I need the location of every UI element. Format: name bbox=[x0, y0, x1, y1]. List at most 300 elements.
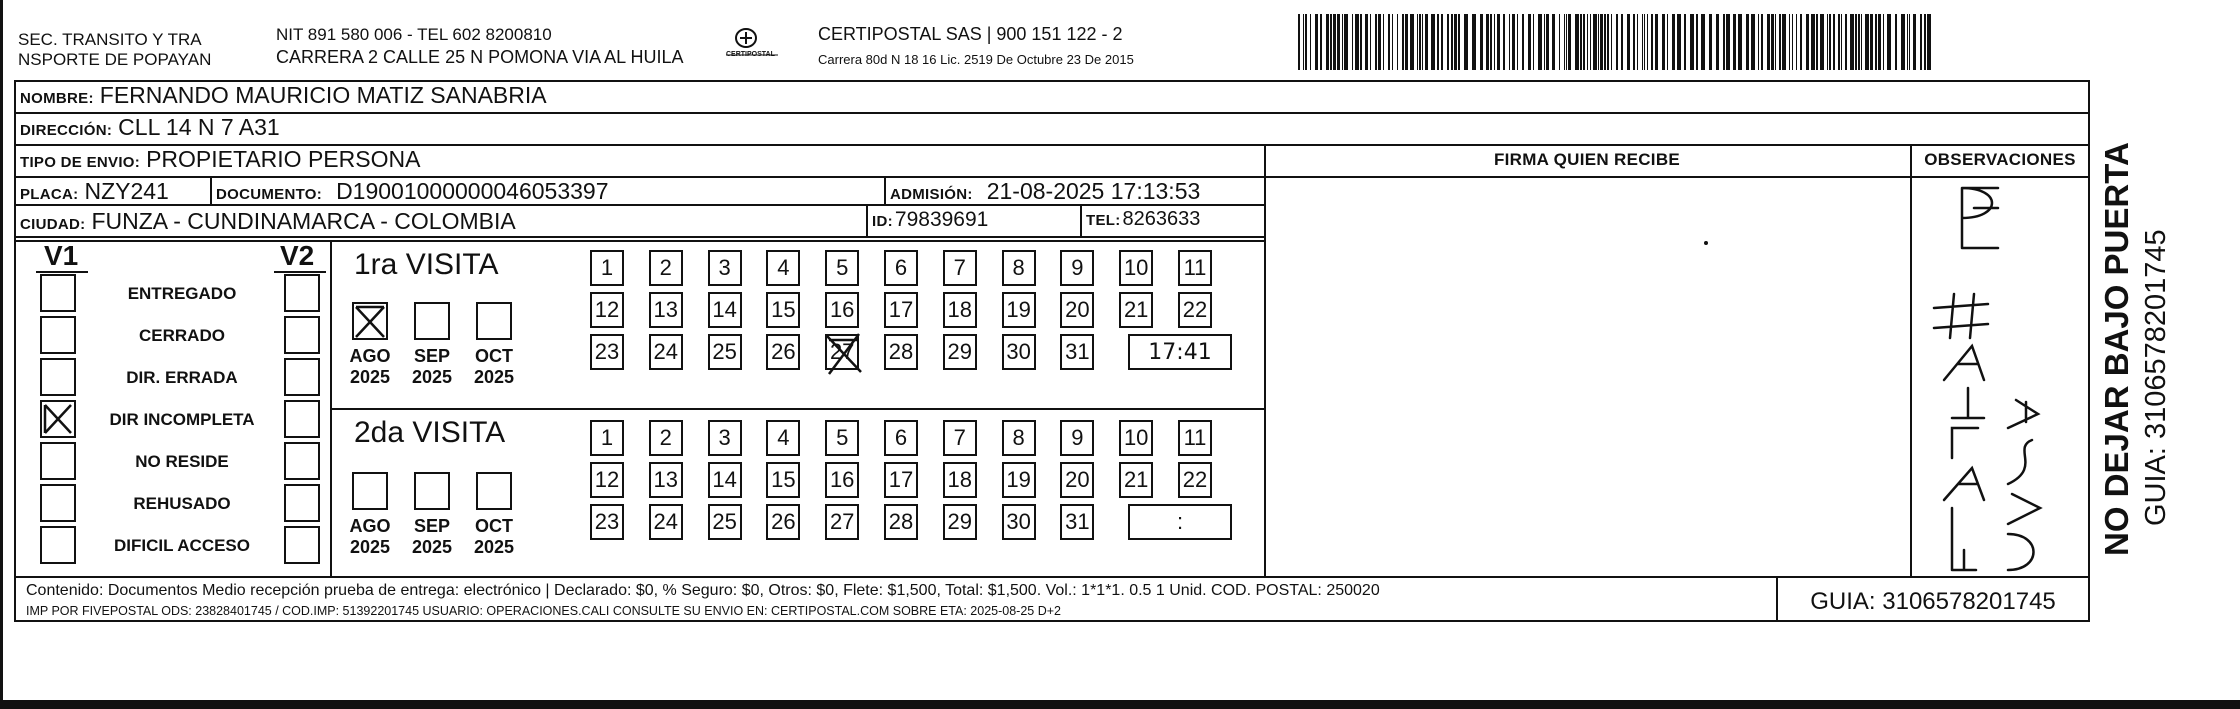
visit1-day-box[interactable] bbox=[884, 334, 918, 370]
visit1-title: 1ra VISITA bbox=[354, 248, 499, 281]
day-number: 13 bbox=[653, 297, 679, 322]
barcode-bar bbox=[1593, 14, 1597, 70]
visit2-day-box[interactable] bbox=[708, 420, 742, 456]
tipo-envio-value: PROPIETARIO PERSONA bbox=[146, 146, 421, 172]
visit1-day-box[interactable] bbox=[1119, 250, 1153, 286]
barcode-bar bbox=[1365, 14, 1368, 70]
barcode-bar bbox=[1546, 14, 1549, 70]
barcode-bar bbox=[1337, 14, 1340, 70]
nombre-value: FERNANDO MAURICIO MATIZ SANABRIA bbox=[99, 82, 547, 108]
x-mark-icon bbox=[354, 304, 386, 338]
barcode-bar bbox=[1564, 14, 1565, 70]
v2-checkbox[interactable] bbox=[284, 526, 320, 564]
barcode-bar bbox=[1920, 14, 1922, 70]
barcode-bar bbox=[1344, 14, 1348, 70]
visit2-day-box[interactable] bbox=[649, 462, 683, 498]
visit2-month-label bbox=[342, 516, 398, 558]
visit1-month-checkbox[interactable] bbox=[414, 302, 450, 340]
visit1-day-box[interactable] bbox=[708, 250, 742, 286]
day-number: 16 bbox=[829, 297, 855, 322]
day-number: 28 bbox=[888, 339, 914, 364]
day-number: 12 bbox=[594, 297, 620, 322]
observaciones-text bbox=[1912, 178, 1920, 179]
day-number: 26 bbox=[771, 509, 796, 534]
barcode-bar bbox=[1575, 14, 1579, 70]
tel-field bbox=[1086, 208, 1200, 231]
visit1-day-box[interactable] bbox=[1060, 250, 1094, 286]
month-name: SEP bbox=[413, 516, 451, 536]
barcode-bar bbox=[1796, 14, 1797, 70]
barcode-bar bbox=[1887, 14, 1891, 70]
barcode-bar bbox=[1378, 14, 1381, 70]
day-number: 21 bbox=[1123, 467, 1149, 492]
visit1-day-box[interactable] bbox=[884, 292, 918, 328]
barcode-bar bbox=[1633, 14, 1635, 70]
day-number: 23 bbox=[594, 339, 620, 364]
day-number: 14 bbox=[712, 467, 737, 492]
visit1-day-box[interactable] bbox=[590, 334, 624, 370]
day-number: 24 bbox=[653, 509, 679, 534]
sender-name-line2: NSPORTE DE POPAYAN bbox=[18, 50, 212, 69]
tipo-envio-field bbox=[20, 146, 420, 173]
day-number: 15 bbox=[771, 467, 796, 492]
day-number: 1 bbox=[600, 255, 614, 280]
barcode-bar bbox=[1655, 14, 1658, 70]
footer-contenido: Contenido: Documentos Medio recepción prueba de entrega: electrónico | Declarado: $0, % Seguro: $0, Otros: $0, Flete: $1,500, Total: $1,500. Vol.: 1*1*1. 0.5 1 Unid. COD. POSTAL: 250020 bbox=[26, 582, 1380, 599]
visit1-day-box[interactable] bbox=[943, 292, 977, 328]
visit2-month-label bbox=[466, 516, 522, 558]
visit2-day-box[interactable] bbox=[766, 420, 800, 456]
barcode-bar bbox=[1375, 14, 1377, 70]
barcode-bar bbox=[1352, 14, 1353, 70]
nombre-field bbox=[20, 82, 547, 109]
day-number: 2 bbox=[659, 255, 672, 280]
day-number: 25 bbox=[712, 509, 737, 534]
v1-checkbox[interactable] bbox=[40, 358, 76, 396]
v2-checkbox[interactable] bbox=[284, 358, 320, 396]
time-value: 17:41 bbox=[1148, 339, 1212, 365]
visit2-day-box[interactable] bbox=[1119, 462, 1153, 498]
visit1-day-box[interactable] bbox=[766, 334, 800, 370]
day-number: 5 bbox=[836, 255, 849, 280]
day-number: 5 bbox=[836, 425, 849, 450]
status-label: DIR INCOMPLETA bbox=[109, 410, 255, 429]
day-number: 24 bbox=[653, 339, 679, 364]
barcode-bar bbox=[1600, 14, 1603, 70]
month-name: AGO bbox=[349, 516, 391, 536]
visit1-month-checkbox[interactable] bbox=[476, 302, 512, 340]
day-number: 21 bbox=[1123, 297, 1149, 322]
day-number: 10 bbox=[1123, 255, 1149, 280]
barcode-bar bbox=[1538, 14, 1542, 70]
visit2-day-box[interactable] bbox=[590, 420, 624, 456]
visit1-day-box[interactable] bbox=[1002, 250, 1036, 286]
visit2-day-box[interactable] bbox=[825, 504, 859, 540]
day-number: 27 bbox=[829, 509, 855, 534]
observaciones-label: OBSERVACIONES bbox=[1924, 150, 2076, 169]
month-year: 2025 bbox=[349, 537, 391, 557]
day-number: 20 bbox=[1065, 297, 1090, 322]
visit1-day-box[interactable] bbox=[1002, 334, 1036, 370]
visit2-day-box[interactable] bbox=[943, 462, 977, 498]
barcode-bar bbox=[1417, 14, 1418, 70]
day-number: 17 bbox=[888, 467, 914, 492]
barcode-bar bbox=[1392, 14, 1393, 70]
day-number: 7 bbox=[953, 425, 966, 450]
signature-area bbox=[1266, 176, 1908, 574]
status-label: ENTREGADO bbox=[127, 284, 237, 303]
v1-checkbox[interactable] bbox=[40, 400, 76, 438]
visit1-day-box[interactable] bbox=[590, 292, 624, 328]
nombre-label: NOMBRE: bbox=[20, 90, 94, 107]
day-number: 16 bbox=[829, 467, 855, 492]
status-label: DIFICIL ACCESO bbox=[113, 536, 250, 555]
visit1-day-box[interactable] bbox=[1178, 292, 1212, 328]
visit1-month-label bbox=[466, 346, 522, 388]
month-year: 2025 bbox=[473, 367, 515, 387]
day-number: 7 bbox=[953, 255, 966, 280]
barcode-bar bbox=[1870, 14, 1873, 70]
side-warning: NO DEJAR BAJO PUERTA bbox=[2098, 142, 2135, 556]
barcode bbox=[1298, 14, 1938, 70]
barcode-bar bbox=[1342, 14, 1343, 70]
placa-value: NZY241 bbox=[84, 178, 169, 204]
visit1-day-box[interactable] bbox=[708, 292, 742, 328]
barcode-bar bbox=[1590, 14, 1591, 70]
day-number: 6 bbox=[894, 425, 908, 450]
barcode-bar bbox=[1388, 14, 1390, 70]
barcode-bar bbox=[1522, 14, 1524, 70]
visit1-month-label bbox=[342, 346, 398, 388]
barcode-bar bbox=[1907, 14, 1908, 70]
visit2-day-box[interactable] bbox=[708, 504, 742, 540]
barcode-bar bbox=[1587, 14, 1588, 70]
day-number: 1 bbox=[600, 425, 614, 450]
barcode-bar bbox=[1441, 14, 1443, 70]
visit1-day-box[interactable] bbox=[1178, 250, 1212, 286]
visit2-day-box[interactable] bbox=[649, 504, 683, 540]
documento-field bbox=[216, 178, 609, 205]
visit1-day-box[interactable] bbox=[766, 250, 800, 286]
barcode-bar bbox=[1310, 14, 1311, 70]
day-number: 30 bbox=[1006, 509, 1031, 534]
barcode-bar bbox=[1383, 14, 1384, 70]
barcode-bar bbox=[1827, 14, 1828, 70]
barcode-bar bbox=[1865, 14, 1869, 70]
v2-checkbox[interactable] bbox=[284, 274, 320, 312]
barcode-bar bbox=[1616, 14, 1618, 70]
barcode-bar bbox=[1723, 14, 1725, 70]
day-number: 8 bbox=[1012, 425, 1025, 450]
day-number: 8 bbox=[1012, 255, 1025, 280]
barcode-bar bbox=[1637, 14, 1638, 70]
barcode-bar bbox=[1517, 14, 1518, 70]
visit1-day-box[interactable] bbox=[825, 250, 859, 286]
visit2-day-box[interactable] bbox=[943, 420, 977, 456]
day-number: 2 bbox=[659, 425, 672, 450]
barcode-bar bbox=[1775, 14, 1776, 70]
placa-label: PLACA: bbox=[20, 186, 79, 203]
barcode-bar bbox=[1927, 14, 1931, 70]
visit2-month-label bbox=[404, 516, 460, 558]
visit2-day-box[interactable] bbox=[1178, 420, 1212, 456]
barcode-bar bbox=[1397, 14, 1398, 70]
barcode-bar bbox=[1627, 14, 1630, 70]
month-year: 2025 bbox=[473, 537, 515, 557]
barcode-bar bbox=[1838, 14, 1840, 70]
barcode-bar bbox=[1419, 14, 1421, 70]
day-number: 31 bbox=[1065, 509, 1090, 534]
visit1-day-box[interactable] bbox=[1060, 334, 1094, 370]
barcode-bar bbox=[1458, 14, 1460, 70]
admision-value: 21-08-2025 17:13:53 bbox=[986, 178, 1201, 204]
barcode-bar bbox=[1451, 14, 1453, 70]
sender-address: CARRERA 2 CALLE 25 N POMONA VIA AL HUILA bbox=[276, 47, 684, 67]
documento-label: DOCUMENTO: bbox=[216, 186, 323, 203]
day-number: 3 bbox=[718, 255, 731, 280]
barcode-bar bbox=[1820, 14, 1824, 70]
day-number: 9 bbox=[1071, 425, 1084, 450]
footer-guia: GUIA: 3106578201745 bbox=[1810, 588, 2056, 615]
barcode-bar bbox=[1480, 14, 1483, 70]
visit2-day-box[interactable] bbox=[884, 504, 918, 540]
v2-checkbox[interactable] bbox=[284, 484, 320, 522]
visit1-day-box[interactable] bbox=[590, 250, 624, 286]
barcode-bar bbox=[1512, 14, 1515, 70]
barcode-bar bbox=[1909, 14, 1910, 70]
visit1-day-box[interactable] bbox=[649, 250, 683, 286]
barcode-bar bbox=[1568, 14, 1571, 70]
barcode-bar bbox=[1913, 14, 1916, 70]
admision-label: ADMISIÓN: bbox=[890, 186, 973, 203]
visit2-day-box[interactable] bbox=[649, 420, 683, 456]
ciudad-value: FUNZA - CUNDINAMARCA - COLOMBIA bbox=[91, 208, 516, 234]
barcode-bar bbox=[1402, 14, 1404, 70]
barcode-bar bbox=[1758, 14, 1759, 70]
day-number: 19 bbox=[1006, 297, 1031, 322]
v2-underline bbox=[274, 271, 326, 273]
visit2-day-box[interactable] bbox=[943, 504, 977, 540]
status-label: DIR. ERRADA bbox=[126, 368, 238, 387]
visit2-day-box[interactable] bbox=[825, 462, 859, 498]
day-number: 22 bbox=[1182, 297, 1208, 322]
visit2-day-box[interactable] bbox=[1060, 504, 1094, 540]
barcode-bar bbox=[1751, 14, 1755, 70]
barcode-bar bbox=[1746, 14, 1749, 70]
barcode-bar bbox=[1326, 14, 1329, 70]
ciudad-label: CIUDAD: bbox=[20, 216, 86, 233]
day-number: 23 bbox=[594, 509, 620, 534]
barcode-bar bbox=[1901, 14, 1905, 70]
barcode-bar bbox=[1298, 14, 1300, 70]
day-number: 19 bbox=[1006, 467, 1031, 492]
visit1-day-box[interactable] bbox=[708, 334, 742, 370]
visit1-day-box[interactable] bbox=[1002, 292, 1036, 328]
barcode-bar bbox=[1405, 14, 1408, 70]
barcode-bar bbox=[1490, 14, 1492, 70]
visit1-day-box[interactable] bbox=[649, 334, 683, 370]
barcode-bar bbox=[1716, 14, 1719, 70]
id-label: ID: bbox=[872, 213, 893, 230]
sender-nit: NIT 891 580 006 - TEL 602 8200810 bbox=[276, 25, 552, 44]
visit2-day-box[interactable] bbox=[825, 420, 859, 456]
month-name: OCT bbox=[475, 346, 513, 366]
barcode-bar bbox=[1726, 14, 1730, 70]
barcode-bar bbox=[1303, 14, 1304, 70]
barcode-bar bbox=[1782, 14, 1786, 70]
v2-checkbox[interactable] bbox=[284, 316, 320, 354]
barcode-bar bbox=[1792, 14, 1793, 70]
barcode-bar bbox=[1497, 14, 1500, 70]
barcode-bar bbox=[1855, 14, 1857, 70]
day-number: 6 bbox=[894, 255, 908, 280]
footer-imp: IMP POR FIVEPOSTAL ODS: 23828401745 / COD.IMP: 51392201745 USUARIO: OPERACIONES.CALI CONSULTE SU ENVIO EN: CERTIPOSTAL.COM SOBRE ETA: 2025-08-25 D+2 bbox=[26, 604, 1061, 618]
barcode-bar bbox=[1583, 14, 1585, 70]
visit2-day-box[interactable] bbox=[1119, 420, 1153, 456]
visit1-day-box[interactable] bbox=[1119, 292, 1153, 328]
visit2-day-box[interactable] bbox=[1002, 420, 1036, 456]
visit2-day-box[interactable] bbox=[1002, 504, 1036, 540]
barcode-bar bbox=[1454, 14, 1457, 70]
visit2-month-checkbox[interactable] bbox=[414, 472, 450, 510]
barcode-bar bbox=[1509, 14, 1510, 70]
v2-label: V2 bbox=[280, 240, 315, 271]
barcode-bar bbox=[1464, 14, 1468, 70]
day-number: 31 bbox=[1065, 339, 1090, 364]
barcode-bar bbox=[1566, 14, 1567, 70]
barcode-bar bbox=[1598, 14, 1599, 70]
tel-value: 8263633 bbox=[1122, 208, 1201, 230]
v1-checkbox[interactable] bbox=[40, 442, 76, 480]
visit2-day-box[interactable] bbox=[590, 462, 624, 498]
barcode-bar bbox=[1841, 14, 1842, 70]
barcode-bar bbox=[1883, 14, 1884, 70]
documento-value: D19001000000046053397 bbox=[336, 178, 609, 204]
day-number: 12 bbox=[594, 467, 620, 492]
day-number: 25 bbox=[712, 339, 737, 364]
day-number: 27 bbox=[829, 339, 855, 364]
visit2-day-box[interactable] bbox=[766, 462, 800, 498]
v2-checkbox[interactable] bbox=[284, 442, 320, 480]
visit1-day-box[interactable] bbox=[943, 334, 977, 370]
barcode-bar bbox=[1644, 14, 1645, 70]
barcode-bar bbox=[1816, 14, 1818, 70]
admision-field bbox=[890, 178, 1200, 205]
visit2-day-box[interactable] bbox=[708, 462, 742, 498]
barcode-bar bbox=[1779, 14, 1781, 70]
barcode-bar bbox=[1315, 14, 1318, 70]
barcode-bar bbox=[1924, 14, 1926, 70]
visit1-month-label bbox=[404, 346, 460, 388]
day-number: 18 bbox=[947, 297, 973, 322]
visit1-day-box[interactable] bbox=[1060, 292, 1094, 328]
barcode-bar bbox=[1667, 14, 1668, 70]
time-value: : bbox=[1176, 509, 1184, 534]
side-text bbox=[2098, 96, 2208, 556]
status-label: NO RESIDE bbox=[135, 452, 229, 471]
v2-checkbox[interactable] bbox=[284, 400, 320, 438]
visit2-day-box[interactable] bbox=[766, 504, 800, 540]
visit1-day-box[interactable] bbox=[884, 250, 918, 286]
barcode-bar bbox=[1333, 14, 1336, 70]
visit1-day-box[interactable] bbox=[825, 334, 859, 370]
visit1-day-box[interactable] bbox=[649, 292, 683, 328]
visit2-day-box[interactable] bbox=[1178, 462, 1212, 498]
side-guia: GUIA: 3106578201745 bbox=[2140, 229, 2172, 526]
x-mark-icon bbox=[823, 332, 865, 376]
day-number: 29 bbox=[947, 339, 973, 364]
barcode-bar bbox=[1370, 14, 1371, 70]
v1-checkbox[interactable] bbox=[40, 316, 76, 354]
barcode-bar bbox=[1486, 14, 1489, 70]
x-mark-icon bbox=[42, 402, 74, 436]
visit2-day-box[interactable] bbox=[1060, 462, 1094, 498]
visit1-month-checkbox[interactable] bbox=[352, 302, 388, 340]
visit2-day-box[interactable] bbox=[1002, 462, 1036, 498]
barcode-bar bbox=[1410, 14, 1414, 70]
visit2-month-checkbox[interactable] bbox=[352, 472, 388, 510]
barcode-bar bbox=[1503, 14, 1505, 70]
month-name: AGO bbox=[349, 346, 391, 366]
barcode-bar bbox=[1677, 14, 1681, 70]
v1-label: V1 bbox=[44, 240, 79, 271]
status-label: REHUSADO bbox=[133, 494, 231, 513]
barcode-bar bbox=[1761, 14, 1763, 70]
placa-field bbox=[20, 178, 169, 205]
direccion-value: CLL 14 N 7 A31 bbox=[118, 114, 280, 140]
day-number: 10 bbox=[1123, 425, 1149, 450]
barcode-bar bbox=[1771, 14, 1774, 70]
visit2-day-box[interactable] bbox=[884, 420, 918, 456]
barcode-bar bbox=[1621, 14, 1623, 70]
barcode-bar bbox=[1559, 14, 1560, 70]
barcode-bar bbox=[1305, 14, 1307, 70]
barcode-bar bbox=[1850, 14, 1854, 70]
barcode-bar bbox=[1861, 14, 1862, 70]
bottom-edge bbox=[0, 700, 2240, 709]
barcode-bar bbox=[1472, 14, 1476, 70]
barcode-bar bbox=[1533, 14, 1534, 70]
day-number: 30 bbox=[1006, 339, 1031, 364]
v1-checkbox[interactable] bbox=[40, 484, 76, 522]
barcode-bar bbox=[1800, 14, 1802, 70]
v1-checkbox[interactable] bbox=[40, 274, 76, 312]
company-name: CERTIPOSTAL SAS | 900 151 122 - 2 bbox=[818, 24, 1123, 44]
day-number: 17 bbox=[888, 297, 914, 322]
barcode-bar bbox=[1431, 14, 1435, 70]
visit1-day-box[interactable] bbox=[825, 292, 859, 328]
day-number: 22 bbox=[1182, 467, 1208, 492]
visit1-day-box[interactable] bbox=[766, 292, 800, 328]
visit1-day-box[interactable] bbox=[943, 250, 977, 286]
barcode-bar bbox=[1662, 14, 1665, 70]
visit1-time-box[interactable] bbox=[1128, 334, 1232, 370]
month-name: OCT bbox=[475, 516, 513, 536]
v1-checkbox[interactable] bbox=[40, 526, 76, 564]
visit2-day-box[interactable] bbox=[1060, 420, 1094, 456]
barcode-bar bbox=[1360, 14, 1362, 70]
sender-name-line1: SEC. TRANSITO Y TRA bbox=[18, 30, 202, 49]
observaciones-handwritten bbox=[1912, 178, 2088, 574]
barcode-bar bbox=[1684, 14, 1686, 70]
visit2-day-box[interactable] bbox=[884, 462, 918, 498]
visit2-time-box[interactable] bbox=[1128, 504, 1232, 540]
visit2-month-checkbox[interactable] bbox=[476, 472, 512, 510]
day-number: 4 bbox=[777, 425, 790, 450]
day-number: 11 bbox=[1183, 425, 1207, 450]
company-license: Carrera 80d N 18 16 Lic. 2519 De Octubre 23 De 2015 bbox=[818, 52, 1134, 67]
visit2-day-box[interactable] bbox=[590, 504, 624, 540]
